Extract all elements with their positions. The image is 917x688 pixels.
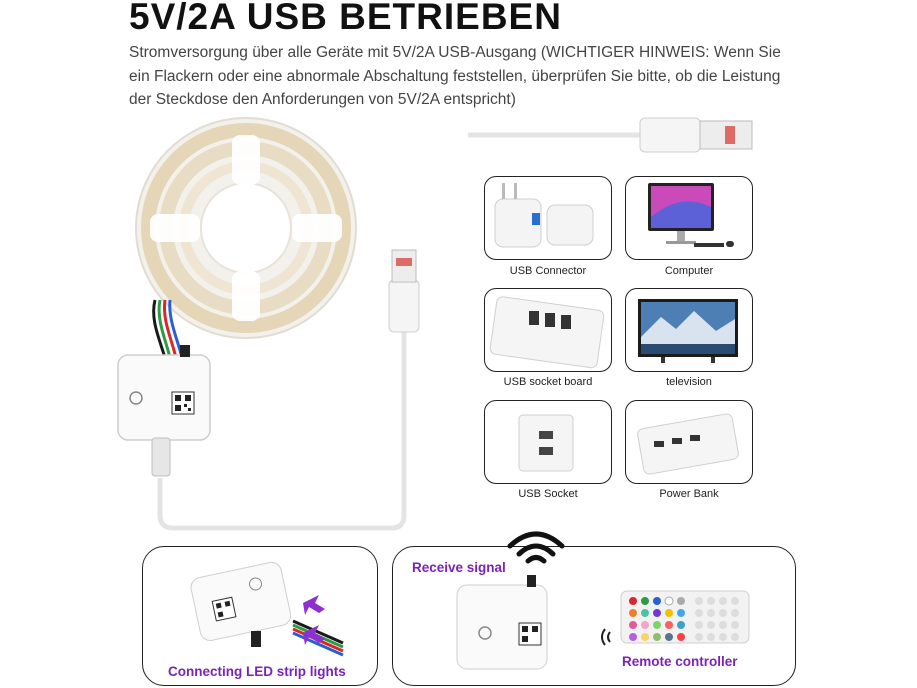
remote-control-icon xyxy=(621,591,749,643)
card-usb-connector xyxy=(484,176,612,260)
label-power-bank: Power Bank xyxy=(659,488,719,500)
label-computer: Computer xyxy=(664,265,714,277)
label-usb-socket-board: USB socket board xyxy=(503,376,593,388)
wall-usb-socket-icon xyxy=(485,401,610,481)
caption-remote-controller: Remote controller xyxy=(622,654,738,669)
label-usb-socket: USB Socket xyxy=(518,488,578,500)
card-usb-socket xyxy=(484,400,612,484)
panel-remote xyxy=(392,546,796,686)
panel-connecting-strip xyxy=(142,546,378,686)
caption-connecting-strip: Connecting LED strip lights xyxy=(168,664,346,679)
card-television xyxy=(625,288,753,372)
power-bank-icon xyxy=(626,401,751,481)
label-receive-signal: Receive signal xyxy=(412,560,506,575)
computer-icon xyxy=(626,177,751,257)
card-computer xyxy=(625,176,753,260)
label-television: television xyxy=(666,376,712,388)
card-usb-socket-board xyxy=(484,288,612,372)
led-controller-box xyxy=(118,345,210,440)
television-icon xyxy=(626,289,751,369)
controller-connection-illustration xyxy=(143,547,377,657)
wifi-signal-icon xyxy=(506,528,566,570)
dc-jack xyxy=(152,438,170,476)
usb-charger-icon xyxy=(485,177,610,257)
label-usb-connector: USB Connector xyxy=(509,265,587,277)
power-strip-icon xyxy=(485,289,610,369)
usb-plug-top xyxy=(640,118,700,152)
usb-plug-body xyxy=(389,280,419,332)
page-title: 5V/2A USB BETRIEBEN xyxy=(129,0,562,37)
description-text: Stromversorgung über alle Geräte mit 5V/2A USB-Ausgang (WICHTIGER HINWEIS: Wenn Sie ein Flackern oder eine abnormale Abschaltung feststellen, überprüfen Sie bitte, ob die Leistung der Steckdose den Anforderungen von 5V/2A entspricht) xyxy=(129,44,781,108)
card-power-bank xyxy=(625,400,753,484)
arrow-icons xyxy=(303,595,325,645)
